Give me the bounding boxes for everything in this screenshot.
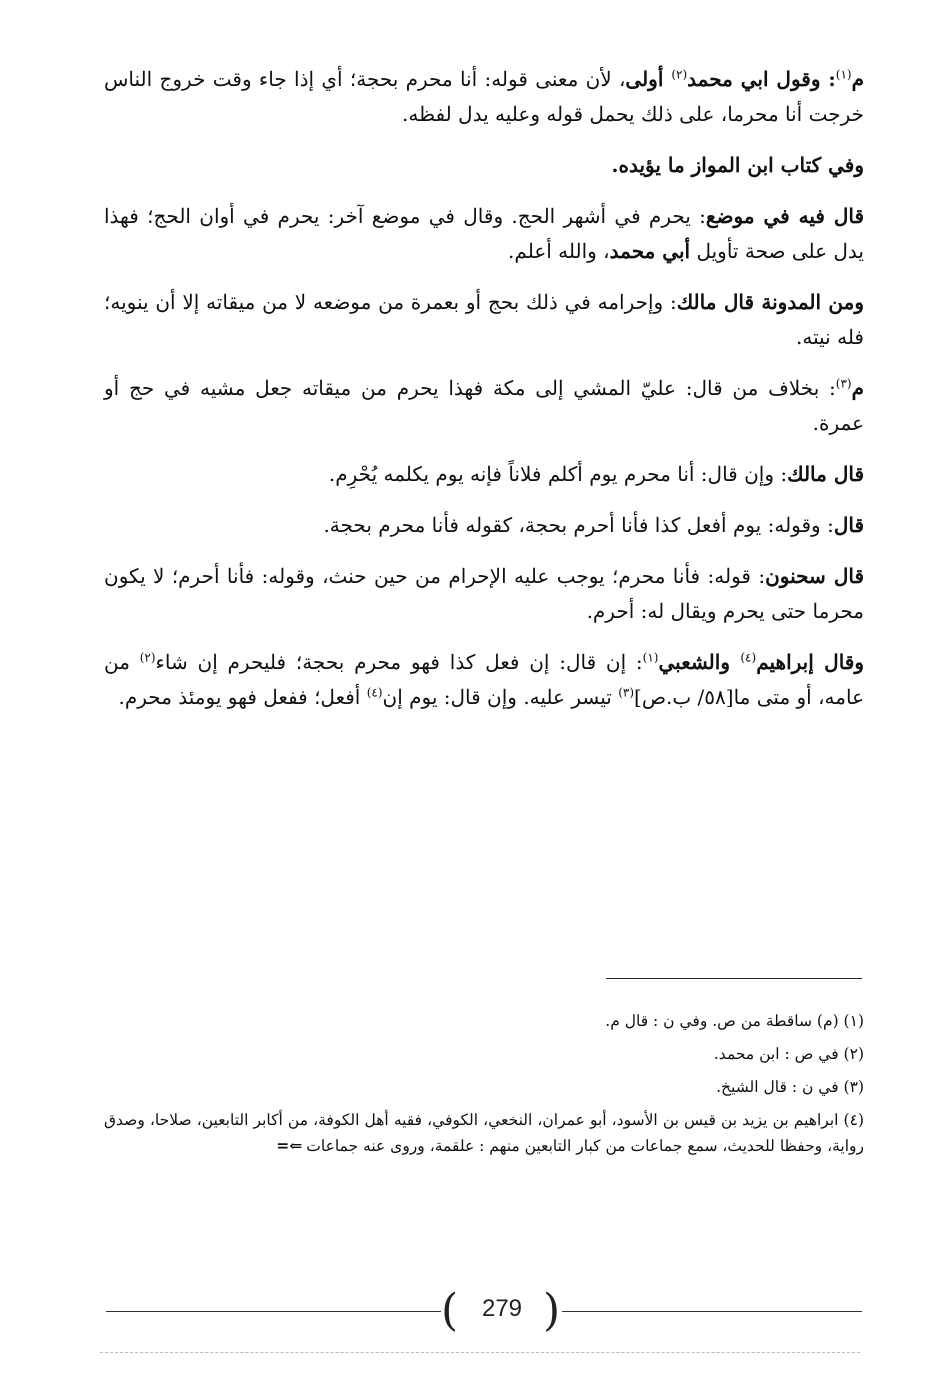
footnote-ref: (٣) (618, 685, 635, 700)
paragraph-7 (104, 508, 864, 543)
footnotes (104, 1008, 864, 1159)
text: : يحرم في أشهر الحج. وقال في موضع آخر: يحرم في أوان الحج؛ فهذا يدل على صحة تأويل (104, 204, 864, 263)
text: : وقوله: يوم أفعل كذا فأنا أحرم بحجة، كقوله فأنا محرم بحجة. (323, 513, 834, 537)
footer-line-left (106, 1311, 441, 1312)
text-bold: وفي كتاب ابن المواز ما يؤيده. (611, 153, 864, 177)
footnote-4 (104, 1107, 864, 1159)
text: تيسر عليه. وإن قال: يوم إن (382, 685, 619, 709)
left-bracket-icon: ( (441, 1285, 459, 1336)
text-bold: م (851, 376, 864, 400)
paragraph-9 (104, 645, 864, 715)
text: أفعل؛ ففعل فهو يومئذ محرم. (118, 685, 367, 709)
scan-edge-divider (100, 1352, 860, 1353)
text-bold: قال فيه في موضع (705, 204, 865, 228)
footnote-separator (606, 978, 862, 979)
paragraph-3 (104, 199, 864, 269)
text: : إن قال: إن فعل كذا فهو محرم بحجة؛ فليحرم إن شاء (155, 650, 643, 674)
text-bold: م (851, 67, 864, 91)
text: : قوله: فأنا محرم؛ يوجب عليه الإحرام من حين حنث، وقوله: فأنا أحرم؛ لا يكون محرما حتى يحرم ويقال له: أحرم. (104, 564, 864, 623)
text-bold: أولى (625, 67, 672, 91)
text: من عامه، أو متى ما[٥٨/ ب.ص] (104, 650, 864, 709)
paragraph-5 (104, 371, 864, 441)
text: : وإحرامه في ذلك بحج أو بعمرة من موضعه لا من ميقاته إلا أن ينويه؛ فله نيته. (104, 290, 864, 349)
text-bold: ومن المدونة قال مالك (676, 290, 864, 314)
text-bold: : وقول ابي محمد (687, 67, 836, 91)
text-bold: أبي محمد (609, 239, 691, 263)
footnote-ref: (٢) (671, 67, 688, 82)
paragraph-2 (104, 148, 864, 183)
footnote-ref: (١) (642, 650, 659, 665)
text-bold: قال سحنون (765, 564, 864, 588)
paragraph-6 (104, 457, 864, 492)
paragraph-4 (104, 285, 864, 355)
footer-line-right (562, 1311, 862, 1312)
page-number: 279 (481, 1295, 523, 1322)
footnote-1: (١) (م) ساقطة من ص. وفي ن : قال م. (605, 1012, 864, 1030)
text: : وإن قال: أنا محرم يوم أكلم فلاناً فإنه يوم يكلمه يُحْرِم. (328, 462, 788, 486)
footnote-ref: (١) (835, 67, 852, 82)
text-bold: قال مالك (787, 462, 864, 486)
footnote-ref: (٤) (740, 650, 757, 665)
continuation-arrow-icon: ⇐= (276, 1136, 303, 1155)
text-bold: والشعبي (658, 650, 741, 674)
footnote-2: (٢) في ص : ابن محمد. (713, 1045, 864, 1063)
paragraph-1 (104, 62, 864, 132)
paragraph-8 (104, 559, 864, 629)
text-bold: وقال إبراهيم (756, 650, 865, 674)
main-text (104, 62, 864, 731)
text: ، والله أعلم. (508, 239, 610, 263)
text: : بخلاف من قال: عليّ المشي إلى مكة فهذا يحرم من ميقاته جعل مشيه في حج أو عمرة. (104, 376, 864, 435)
footnote-4-text: (٤) ابراهيم بن يزيد بن قيس بن الأسود، أبو عمران، النخعي، الكوفي، فقيه أهل الكوفة، من أكابر التابعين، صلاحا، وصدق رواية، وحفظا للحديث، سمع جماعات من كبار التابعين منهم : علقمة، وروى عنه جماعات (104, 1111, 864, 1155)
right-bracket-icon: ) (543, 1285, 561, 1336)
footnote-3: (٣) في ن : قال الشيخ. (716, 1078, 864, 1096)
text: ، لأن معنى قوله: أنا محرم بحجة؛ أي إذا جاء وقت خروج الناس خرجت أنا محرما، على ذلك يحمل قوله وعليه يدل لفظه. (104, 67, 864, 126)
footnote-ref: (٣) (835, 376, 852, 391)
footnote-ref: (٤) (366, 685, 383, 700)
text-bold: قال (833, 513, 864, 537)
footnote-ref: (٢) (139, 650, 156, 665)
